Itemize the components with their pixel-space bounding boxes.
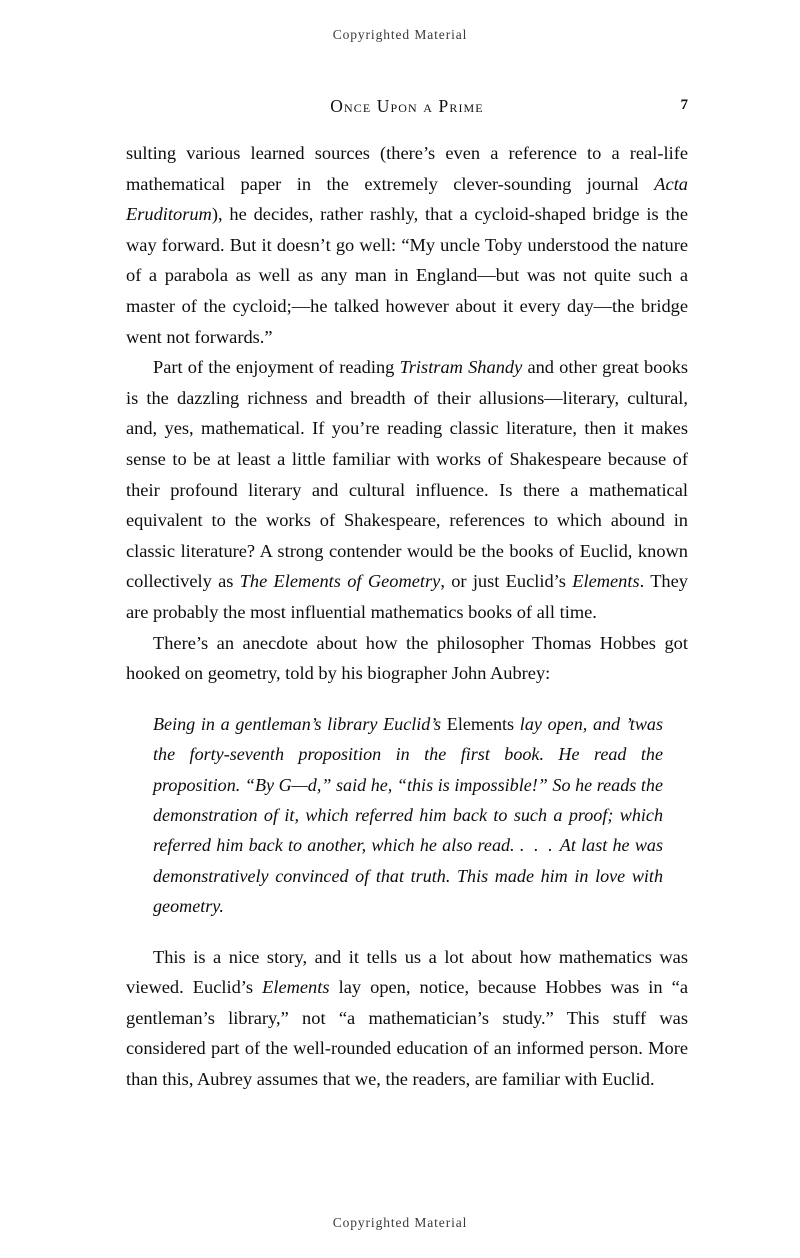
quote-part-c: At last he was demonstratively convinced of that truth. This made him in love with geometry. [153,835,663,917]
book-title-elements-1: Elements [572,571,640,592]
paragraph-1-part-a: sulting various learned sources (there’s even a reference to a real-life mathematical paper in the extremely clever-sounding journal [126,143,688,194]
page-number: 7 [680,97,688,113]
paragraph-2-part-b: and other great books is the dazzling richness and breadth of their allusions—literary, cultural, and, yes, mathematical. If you’re reading classic literature, then it makes sense to be at least a little familiar with works of Shakespeare because of their profound literary and cultural influence. Is there a mathematical equivalent to the works of Shakespeare, references to which abound in classic literature? A strong contender would be the books of Euclid, known collectively as [126,357,688,592]
quote-part-b: lay open, and ’twas the forty-seventh proposition in the first book. He read the proposition. “By G—d,” said he, “this is impossible!” So he reads the demonstration of it, which referred him back to such a proof; which referred him back to another, which he also read. [153,713,663,856]
quote-roman-elements: Elements [446,713,515,734]
running-head [126,96,688,116]
paragraph-2-part-c: , or just Euclid’s [440,571,573,592]
paragraph-4-part-a: This is a nice story, and it tells us a lot about how mathematics was viewed. Euclid’s [126,946,688,998]
paragraph-4 [126,942,688,1095]
paragraph-2-part-a: Part of the enjoyment of reading [153,357,400,378]
paragraph-1-part-b: ), he decides, rather rashly, that a cycloid-shaped bridge is the way forward. But it doesn’t go well: “My uncle Toby understood the nature of a parabola as well as any man in England—but was not quite such a master of the cycloid;—he talked however about it every day—the bridge went not forwards.” [126,204,688,347]
book-title-elements-2: Elements [262,977,330,998]
copyright-watermark-top: Copyrighted Material [332,27,468,42]
book-title-tristram-shandy: Tristram Shandy [399,357,523,378]
book-title-elements-of-geometry: The Elements of Geometry [239,571,441,592]
paragraph-2-part-d: . They are probably the most influential mathematics books of all time. [126,571,688,622]
quote-ellipsis: . . . [519,835,555,856]
block-quote-aubrey [126,709,663,922]
copyright-watermark-bottom: Copyrighted Material [332,1215,468,1230]
paragraph-3: There’s an anecdote about how the philosopher Thomas Hobbes got hooked on geometry, told by his biographer John Aubrey: [126,632,688,684]
page-title: Once Upon a Prime [330,96,484,116]
paragraph-2 [126,352,688,627]
paragraph-4-part-b: lay open, notice, because Hobbes was in “a gentleman’s library,” not “a mathematician’s study.” This stuff was considered part of the well-rounded education of an informed person. More than this, Aubrey assumes that we, the readers, are familiar with Euclid. [126,977,688,1089]
paragraph-1 [126,138,688,352]
page-body [126,138,688,1095]
quote-part-a: Being in a gentleman’s library Euclid’s [153,713,447,734]
journal-title-italic: Acta Eruditorum [126,173,688,225]
